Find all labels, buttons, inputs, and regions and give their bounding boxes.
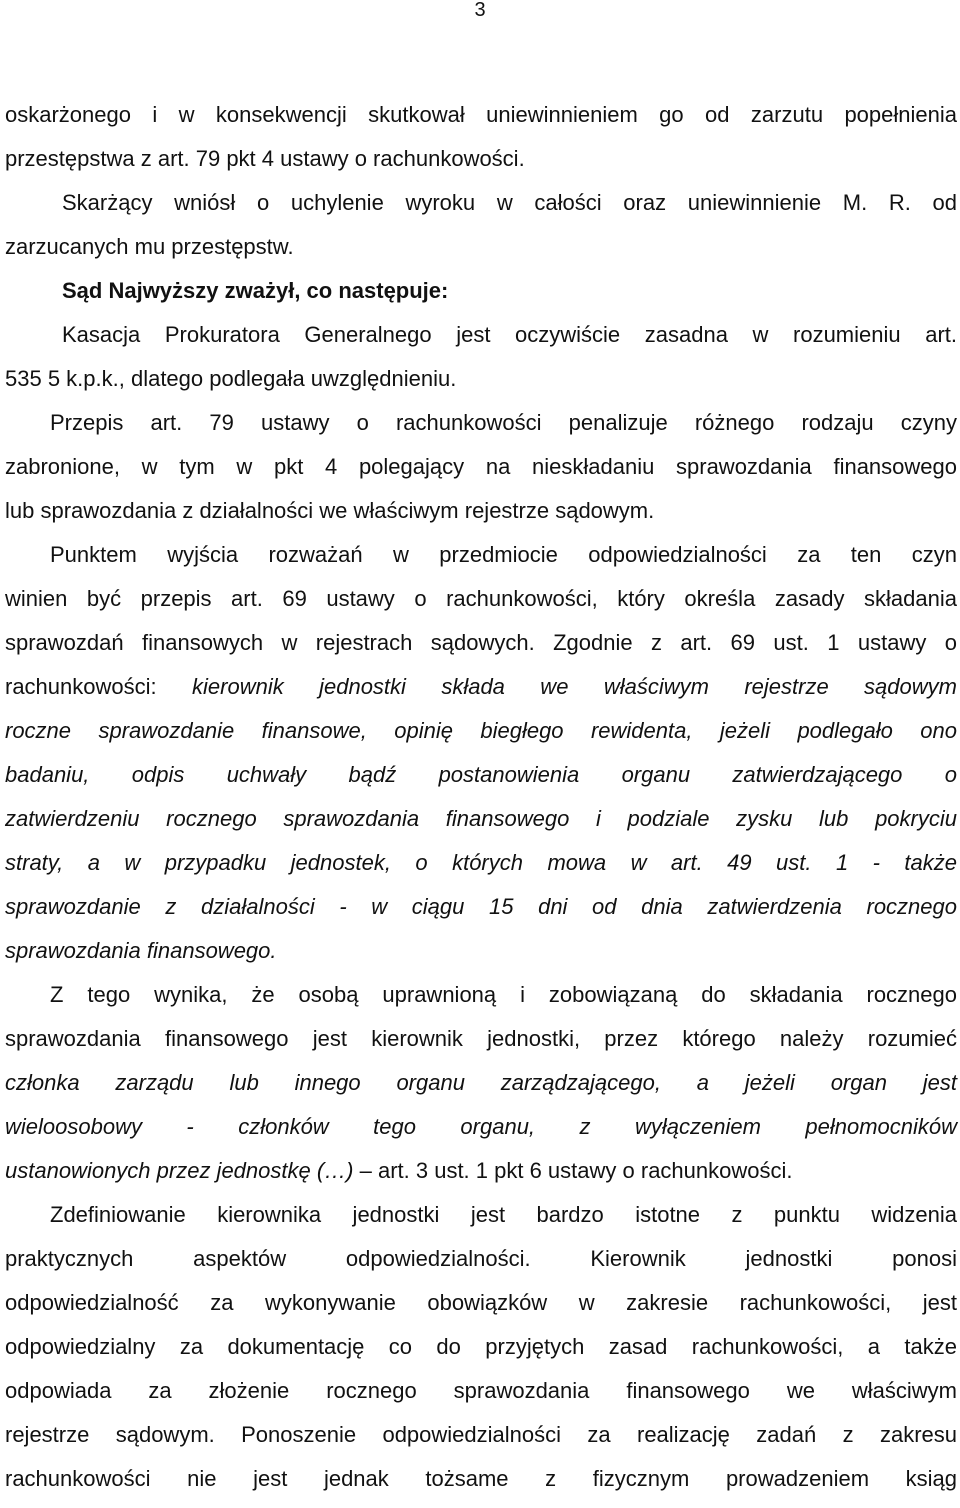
text-line: [5, 1157, 957, 1185]
quoted-line: zatwierdzeniu rocznego sprawozdania finansowego i podziale zysku lub pokryciu: [5, 806, 957, 831]
quoted-line: członka zarządu lub innego organu zarządzającego, a jeżeli organ jest: [5, 1070, 957, 1095]
text-line: Przepis art. 79 ustawy o rachunkowości penalizuje różnego rodzaju czyny: [50, 410, 957, 435]
text-plain: rachunkowości:: [5, 674, 193, 699]
text-line: odpowiedzialność za wykonywanie obowiązków w zakresie rachunkowości, jest: [5, 1290, 957, 1315]
quoted-line: badaniu, odpis uchwały bądź postanowienia organu zatwierdzającego o: [5, 762, 957, 787]
text-line: zarzucanych mu przestępstw.: [5, 234, 294, 259]
text-line: zabronione, w tym w pkt 4 polegający na nieskładaniu sprawozdania finansowego: [5, 454, 957, 479]
text-line: [5, 673, 957, 701]
text-line: lub sprawozdania z działalności we właściwym rejestrze sądowym.: [5, 498, 655, 523]
section-heading: Sąd Najwyższy zważył, co następuje:: [62, 278, 449, 303]
text-line: odpowiedzialny za dokumentację co do przyjętych zasad rachunkowości, a także: [5, 1334, 957, 1359]
quoted-line: wieloosobowy - członków tego organu, z wyłączeniem pełnomocników: [5, 1114, 957, 1139]
text-line: Punktem wyjścia rozważań w przedmiocie odpowiedzialności za ten czyn: [50, 542, 957, 567]
text-line: sprawozdania finansowego jest kierownik jednostki, przez którego należy rozumieć: [5, 1026, 957, 1051]
quoted-line: sprawozdania finansowego.: [5, 938, 277, 963]
text-plain: – art. 3 ust. 1 pkt 6 ustawy o rachunkowości.: [353, 1158, 793, 1183]
text-line: Kasacja Prokuratora Generalnego jest oczywiście zasadna w rozumieniu art.: [62, 322, 957, 347]
text-line: Z tego wynika, że osobą uprawnioną i zobowiązaną do składania rocznego: [50, 982, 957, 1007]
text-line: odpowiada za złożenie rocznego sprawozdania finansowego we właściwym: [5, 1378, 957, 1403]
text-line: winien być przepis art. 69 ustawy o rachunkowości, który określa zasady składania: [5, 586, 957, 611]
text-line: przestępstwa z art. 79 pkt 4 ustawy o rachunkowości.: [5, 146, 525, 171]
quoted-line: straty, a w przypadku jednostek, o których mowa w art. 49 ust. 1 - także: [5, 850, 957, 875]
text-line: rejestrze sądowym. Ponoszenie odpowiedzialności za realizację zadań z zakresu: [5, 1422, 957, 1447]
text-line: praktycznych aspektów odpowiedzialności. Kierownik jednostki ponosi: [5, 1246, 957, 1271]
text-line: oskarżonego i w konsekwencji skutkował uniewinnieniem go od zarzutu popełnienia: [5, 102, 957, 127]
text-line: rachunkowości nie jest jednak tożsame z fizycznym prowadzeniem ksiąg: [5, 1466, 957, 1491]
text-line: 535 5 k.p.k., dlatego podlegała uwzględnieniu.: [5, 366, 457, 391]
text-line: Zdefiniowanie kierownika jednostki jest bardzo istotne z punktu widzenia: [50, 1202, 957, 1227]
quoted-text: kierownik jednostki składa we właściwym rejestrze sądowym: [192, 674, 957, 699]
quoted-line: roczne sprawozdanie finansowe, opinię biegłego rewidenta, jeżeli podlegało ono: [5, 718, 957, 743]
text-line: sprawozdań finansowych w rejestrach sądowych. Zgodnie z art. 69 ust. 1 ustawy o: [5, 630, 957, 655]
quoted-line: sprawozdanie z działalności - w ciągu 15 dni od dnia zatwierdzenia rocznego: [5, 894, 957, 919]
quoted-text: ustanowionych przez jednostkę (…): [5, 1158, 354, 1183]
page-number: 3: [474, 0, 486, 21]
text-line: Skarżący wniósł o uchylenie wyroku w całości oraz uniewinnienie M. R. od: [62, 190, 957, 215]
